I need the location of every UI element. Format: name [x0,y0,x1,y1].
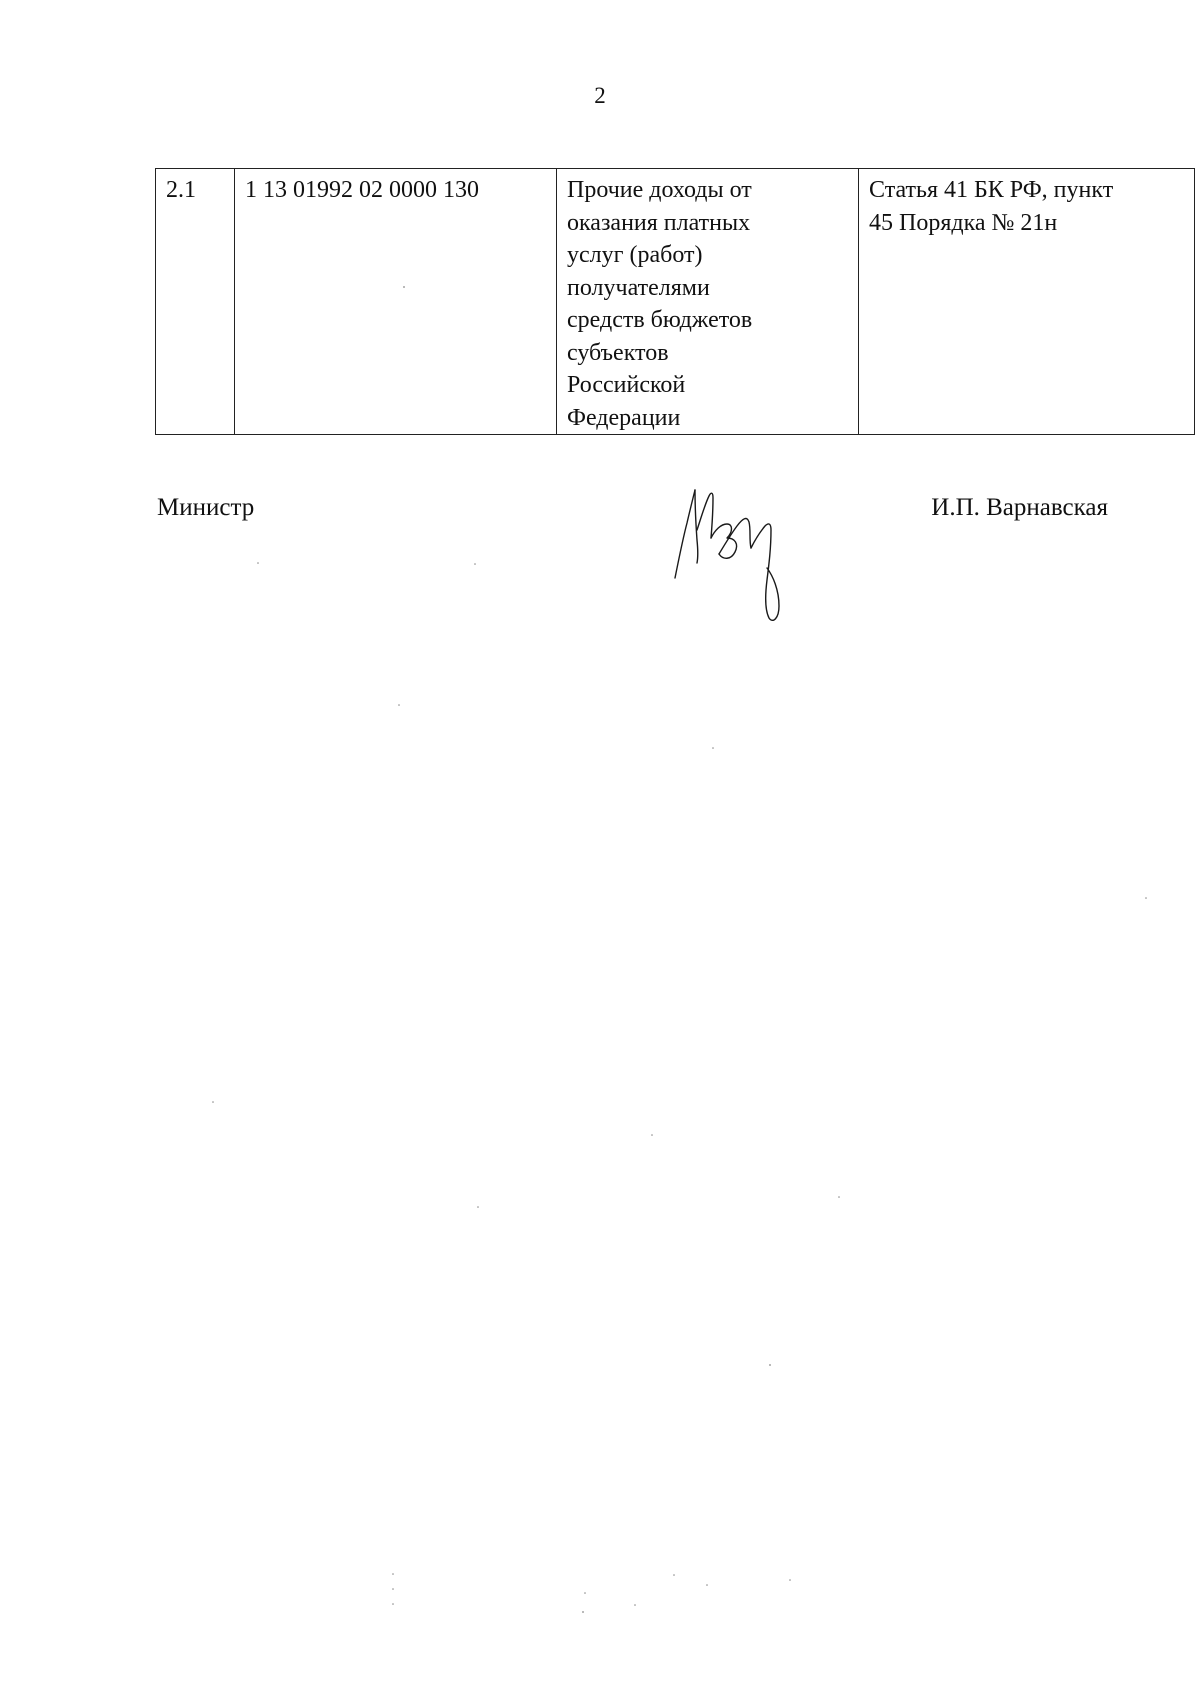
revenue-name-line: Российской [567,372,686,398]
table-row [156,169,1195,435]
legal-basis-line: 45 Порядка № 21н [869,209,1058,236]
revenue-name-line: Прочие доходы от [567,177,752,203]
revenue-name-line: средств бюджетов [567,307,753,333]
row-number-cell: 2.1 [156,169,235,435]
legal-basis-line: Статья 41 БК РФ, пункт [869,177,1114,203]
legal-basis-cell [859,169,1195,435]
signatory-title: Министр [157,494,255,521]
revenue-name-line: субъектов [567,339,669,366]
page-number: 2 [594,83,606,108]
revenue-name-line: получателями [567,274,710,301]
revenue-name-cell [557,169,859,435]
signatory-name: И.П. Варнавская [931,494,1108,521]
handwritten-signature [665,468,825,623]
revenue-name-line: оказания платных [567,209,751,236]
revenue-name-line: Федерации [567,404,681,431]
revenue-table [155,168,1195,435]
revenue-name-line: услуг (работ) [567,242,703,268]
revenue-code-cell: 1 13 01992 02 0000 130 [235,169,557,435]
